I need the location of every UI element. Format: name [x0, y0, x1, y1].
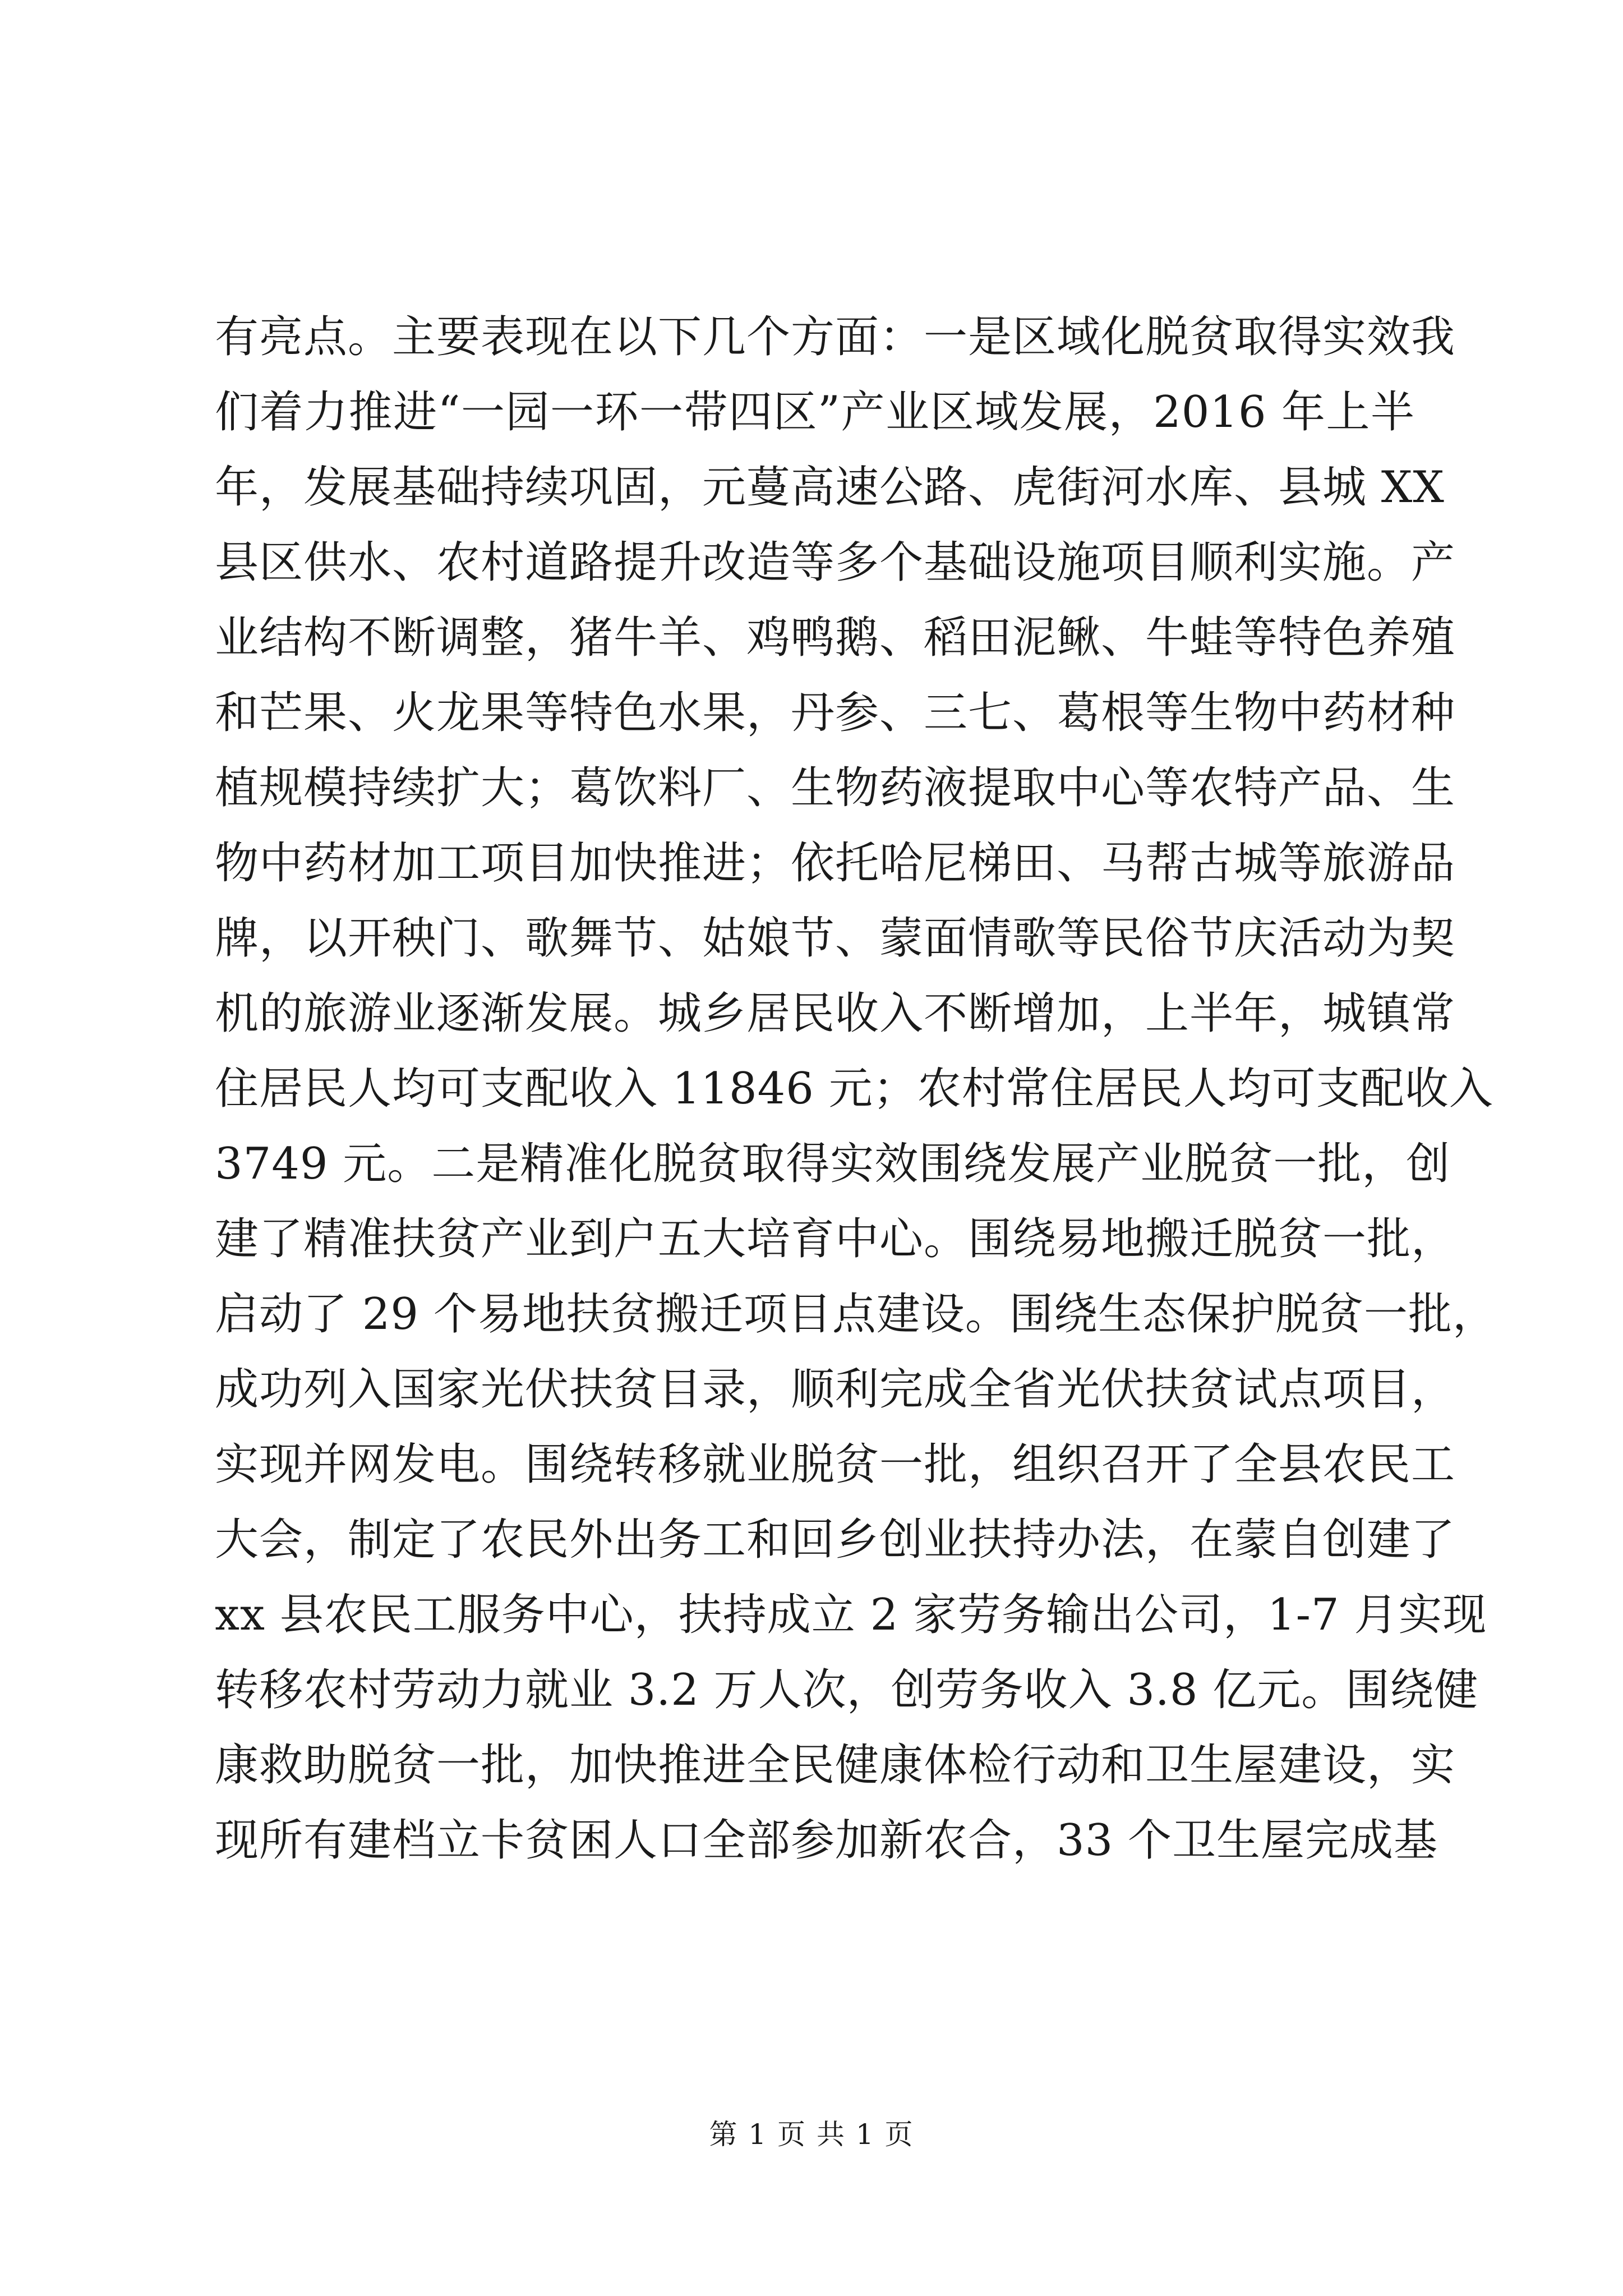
text-line: 们着力推进“一园一环一带四区”产业区域发展，2016 年上半 [215, 387, 1415, 438]
text-line: 植规模持续扩大；葛饮料厂、生物药液提取中心等农特产品、生 [215, 763, 1456, 813]
text-line: 转移农村劳动力就业 3.2 万人次，创劳务收入 3.8 亿元。围绕健 [215, 1665, 1479, 1715]
text-line: 和芒果、火龙果等特色水果，丹参、三七、葛根等生物中药材种 [215, 688, 1456, 738]
text-line: 成功列入国家光伏扶贫目录，顺利完成全省光伏扶贫试点项目， [215, 1364, 1456, 1415]
text-line: 业结构不断调整，猪牛羊、鸡鸭鹅、稻田泥鳅、牛蛙等特色养殖 [215, 613, 1456, 663]
text-line: 住居民人均可支配收入 11846 元；农村常住居民人均可支配收入 [215, 1064, 1493, 1114]
text-line: 康救助脱贫一批，加快推进全民健康体检行动和卫生屋建设，实 [215, 1740, 1456, 1791]
text-line: 年，发展基础持续巩固，元蔓高速公路、虎街河水库、县城 XX [215, 462, 1445, 513]
text-line: 现所有建档立卡贫困人口全部参加新农合，33 个卫生屋完成基 [215, 1815, 1438, 1866]
text-line: 大会，制定了农民外出务工和回乡创业扶持办法，在蒙自创建了 [215, 1515, 1456, 1565]
page-number-label: 第 1 页 共 1 页 [709, 2118, 914, 2151]
text-line: xx 县农民工服务中心，扶持成立 2 家劳务输出公司，1-7 月实现 [215, 1590, 1487, 1640]
text-line: 3749 元。二是精准化脱贫取得实效围绕发展产业脱贫一批，创 [215, 1139, 1451, 1189]
text-line: 实现并网发电。围绕转移就业脱贫一批，组织召开了全县农民工 [215, 1439, 1456, 1490]
body-text [215, 300, 1497, 1878]
text-line: 牌，以开秧门、歌舞节、姑娘节、蒙面情歌等民俗节庆活动为契 [215, 913, 1456, 964]
text-line: 有亮点。主要表现在以下几个方面：一是区域化脱贫取得实效我 [215, 312, 1456, 362]
text-line: 机的旅游业逐渐发展。城乡居民收入不断增加，上半年，城镇常 [215, 988, 1456, 1039]
text-line: 建了精准扶贫产业到户五大培育中心。围绕易地搬迁脱贫一批， [215, 1214, 1456, 1264]
text-line: 县区供水、农村道路提升改造等多个基础设施项目顺利实施。产 [215, 537, 1456, 588]
page-footer [0, 2112, 1623, 2152]
text-line: 物中药材加工项目加快推进；依托哈尼梯田、马帮古城等旅游品 [215, 838, 1456, 889]
text-line: 启动了 29 个易地扶贫搬迁项目点建设。围绕生态保护脱贫一批， [215, 1289, 1497, 1340]
